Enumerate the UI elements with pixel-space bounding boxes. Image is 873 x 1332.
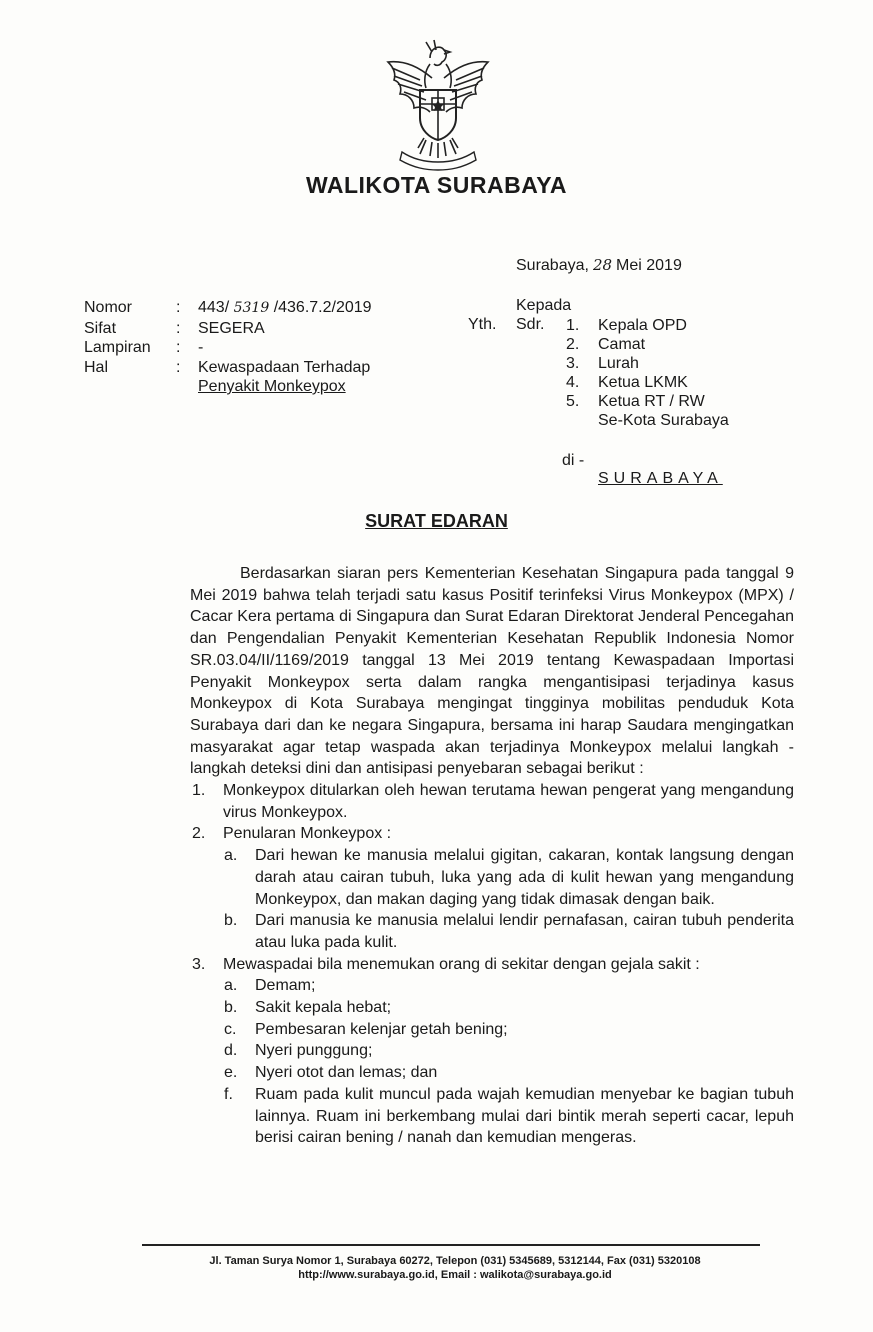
subpoint-mark: d. bbox=[224, 1042, 238, 1060]
subpoint-text: Pembesaran kelenjar getah bening; bbox=[255, 1020, 508, 1038]
point-number: 2. bbox=[192, 825, 206, 843]
nomor-suffix: /436.7.2/2019 bbox=[273, 299, 372, 316]
subpoints-list bbox=[223, 975, 794, 1149]
recipient-item bbox=[566, 354, 729, 373]
subpoint-text: Demam; bbox=[255, 977, 316, 995]
point-item bbox=[190, 780, 794, 823]
point-text: Monkeypox ditularkan oleh hewan terutama hewan pengerat yang mengandung virus Monkeypox. bbox=[223, 782, 794, 821]
subpoint-text: Nyeri otot dan lemas; dan bbox=[255, 1064, 438, 1082]
point-item bbox=[190, 823, 794, 953]
meta-colon: : bbox=[176, 319, 181, 337]
point-number: 1. bbox=[192, 782, 206, 800]
recipient-number: 4. bbox=[566, 374, 580, 391]
subpoint-item bbox=[223, 1062, 794, 1084]
subpoint-item bbox=[223, 845, 794, 910]
meta-hal-value bbox=[198, 358, 418, 397]
letter-date bbox=[516, 256, 682, 275]
hal-line2: Penyakit Monkeypox bbox=[198, 378, 346, 395]
meta-sifat bbox=[84, 319, 418, 339]
subpoint-item bbox=[223, 1040, 794, 1062]
footer-address bbox=[150, 1254, 760, 1282]
recipient-name: Lurah bbox=[598, 355, 639, 372]
nomor-handwritten: 5319 bbox=[233, 300, 270, 316]
meta-lampiran bbox=[84, 338, 418, 358]
subpoint-text: Nyeri punggung; bbox=[255, 1042, 373, 1060]
recipient-list bbox=[566, 316, 729, 430]
letter-meta bbox=[84, 298, 418, 397]
date-month-year: Mei 2019 bbox=[616, 257, 682, 274]
meta-colon: : bbox=[176, 299, 181, 316]
recipient-item bbox=[566, 411, 729, 430]
date-city: Surabaya, bbox=[516, 257, 589, 274]
subpoint-text: Dari hewan ke manusia melalui gigitan, cakaran, kontak langsung dengan darah atau cairan tubuh, luka yang ada di kulit hewan yang mengandung Monkeypox, dan makan daging yang tidak dimasak dengan baik. bbox=[255, 847, 794, 908]
recipient-item bbox=[566, 316, 729, 335]
recipient-number: 5. bbox=[566, 393, 580, 410]
subpoint-mark: b. bbox=[224, 912, 238, 930]
footer-divider bbox=[142, 1244, 760, 1246]
subpoint-mark: c. bbox=[224, 1020, 237, 1038]
footer-line-web: http://www.surabaya.go.id, Email : walikota@surabaya.go.id bbox=[298, 1269, 612, 1281]
addressee-yth: Yth. bbox=[468, 316, 497, 333]
subpoints-list bbox=[223, 845, 794, 954]
subpoint-mark: b. bbox=[224, 999, 238, 1017]
subpoint-text: Sakit kepala hebat; bbox=[255, 999, 392, 1017]
meta-colon: : bbox=[176, 358, 181, 376]
subpoint-text: Dari manusia ke manusia melalui lendir pernafasan, cairan tubuh penderita atau luka pada kulit. bbox=[255, 912, 794, 951]
point-item bbox=[190, 954, 794, 1149]
subpoint-item bbox=[223, 997, 794, 1019]
meta-nomor-label: Nomor bbox=[84, 299, 133, 316]
nomor-prefix: 443/ bbox=[198, 299, 230, 316]
recipient-name: Camat bbox=[598, 336, 646, 353]
recipient-item bbox=[566, 335, 729, 354]
meta-lampiran-label: Lampiran bbox=[84, 339, 151, 356]
subpoint-item bbox=[223, 1084, 794, 1149]
meta-nomor-value bbox=[198, 298, 418, 319]
addressee-di: di - bbox=[562, 452, 585, 469]
addressee-kepada: Kepada bbox=[516, 297, 572, 314]
recipient-number: 2. bbox=[566, 336, 580, 353]
recipient-name: Kepala OPD bbox=[598, 317, 687, 334]
subpoint-mark: f. bbox=[224, 1085, 233, 1103]
subpoint-item bbox=[223, 975, 794, 997]
subpoint-mark: a. bbox=[224, 847, 238, 865]
meta-sifat-label: Sifat bbox=[84, 319, 117, 337]
addressee-sdr: Sdr. bbox=[516, 316, 545, 333]
meta-hal bbox=[84, 358, 418, 397]
recipient-name: Ketua LKMK bbox=[598, 374, 688, 391]
recipient-name: Se-Kota Surabaya bbox=[598, 412, 729, 429]
subpoint-item bbox=[223, 910, 794, 953]
garuda-emblem-icon bbox=[380, 38, 496, 172]
meta-lampiran-value: - bbox=[198, 339, 204, 356]
subpoint-item bbox=[223, 1019, 794, 1041]
recipient-number: 1. bbox=[566, 317, 580, 334]
footer-line-address: Jl. Taman Surya Nomor 1, Surabaya 60272, Telepon (031) 5345689, 5312144, Fax (031) 5320108 bbox=[209, 1255, 701, 1267]
subpoint-mark: a. bbox=[224, 977, 238, 995]
meta-colon: : bbox=[176, 339, 181, 356]
meta-nomor bbox=[84, 298, 418, 319]
recipient-item bbox=[566, 373, 729, 392]
intro-paragraph: Berdasarkan siaran pers Kementerian Kesehatan Singapura pada tanggal 9 Mei 2019 bahwa telah terjadi satu kasus Positif terinfeksi Virus Monkeypox (MPX) / Cacar Kera pertama di Singapura dan Surat Edaran Direktorat Jenderal Pencegahan dan Pengendalian Penyakit Kementerian Kesehatan Republik Indonesia Nomor SR.03.04/II/1169/2019 tanggal 13 Mei 2019 tentang Kewaspadaan Importasi Penyakit Monkeypox serta dalam rangka mengantisipasi terjadinya kasus Monkeypox di Kota Surabaya mengingat tingginya mobilitas penduduk Kota Surabaya dari dan ke negara Singapura, bersama ini harap Saudara mengingatkan masyarakat agar tetap waspada akan terjadinya Monkeypox melalui langkah - langkah deteksi dini dan antisipasi penyebaran sebagai berikut : bbox=[190, 565, 794, 778]
date-day-handwritten: 28 bbox=[592, 256, 613, 274]
letter-title: SURAT EDARAN bbox=[365, 511, 508, 531]
letter-body bbox=[190, 563, 794, 1149]
addressee-city: SURABAYA bbox=[598, 470, 723, 487]
hal-line1: Kewaspadaan Terhadap bbox=[198, 358, 371, 376]
recipient-number: 3. bbox=[566, 355, 580, 372]
point-number: 3. bbox=[192, 955, 206, 973]
subpoint-text: Ruam pada kulit muncul pada wajah kemudian menyebar ke bagian tubuh lainnya. Ruam ini berkembang mulai dari bintik merah seperti cacar, lepuh berisi cairan bening / nanah dan kemudian mengeras. bbox=[255, 1085, 794, 1147]
point-text: Mewaspadai bila menemukan orang di sekitar dengan gejala sakit : bbox=[223, 955, 700, 973]
recipient-name: Ketua RT / RW bbox=[598, 393, 705, 410]
points-list bbox=[190, 780, 794, 1149]
subpoint-mark: e. bbox=[224, 1064, 238, 1082]
meta-sifat-value: SEGERA bbox=[198, 319, 265, 337]
letterhead-title: WALIKOTA SURABAYA bbox=[305, 172, 568, 198]
recipient-number bbox=[566, 411, 598, 430]
meta-hal-label: Hal bbox=[84, 358, 109, 376]
recipient-item bbox=[566, 392, 729, 411]
point-text: Penularan Monkeypox : bbox=[223, 825, 392, 843]
